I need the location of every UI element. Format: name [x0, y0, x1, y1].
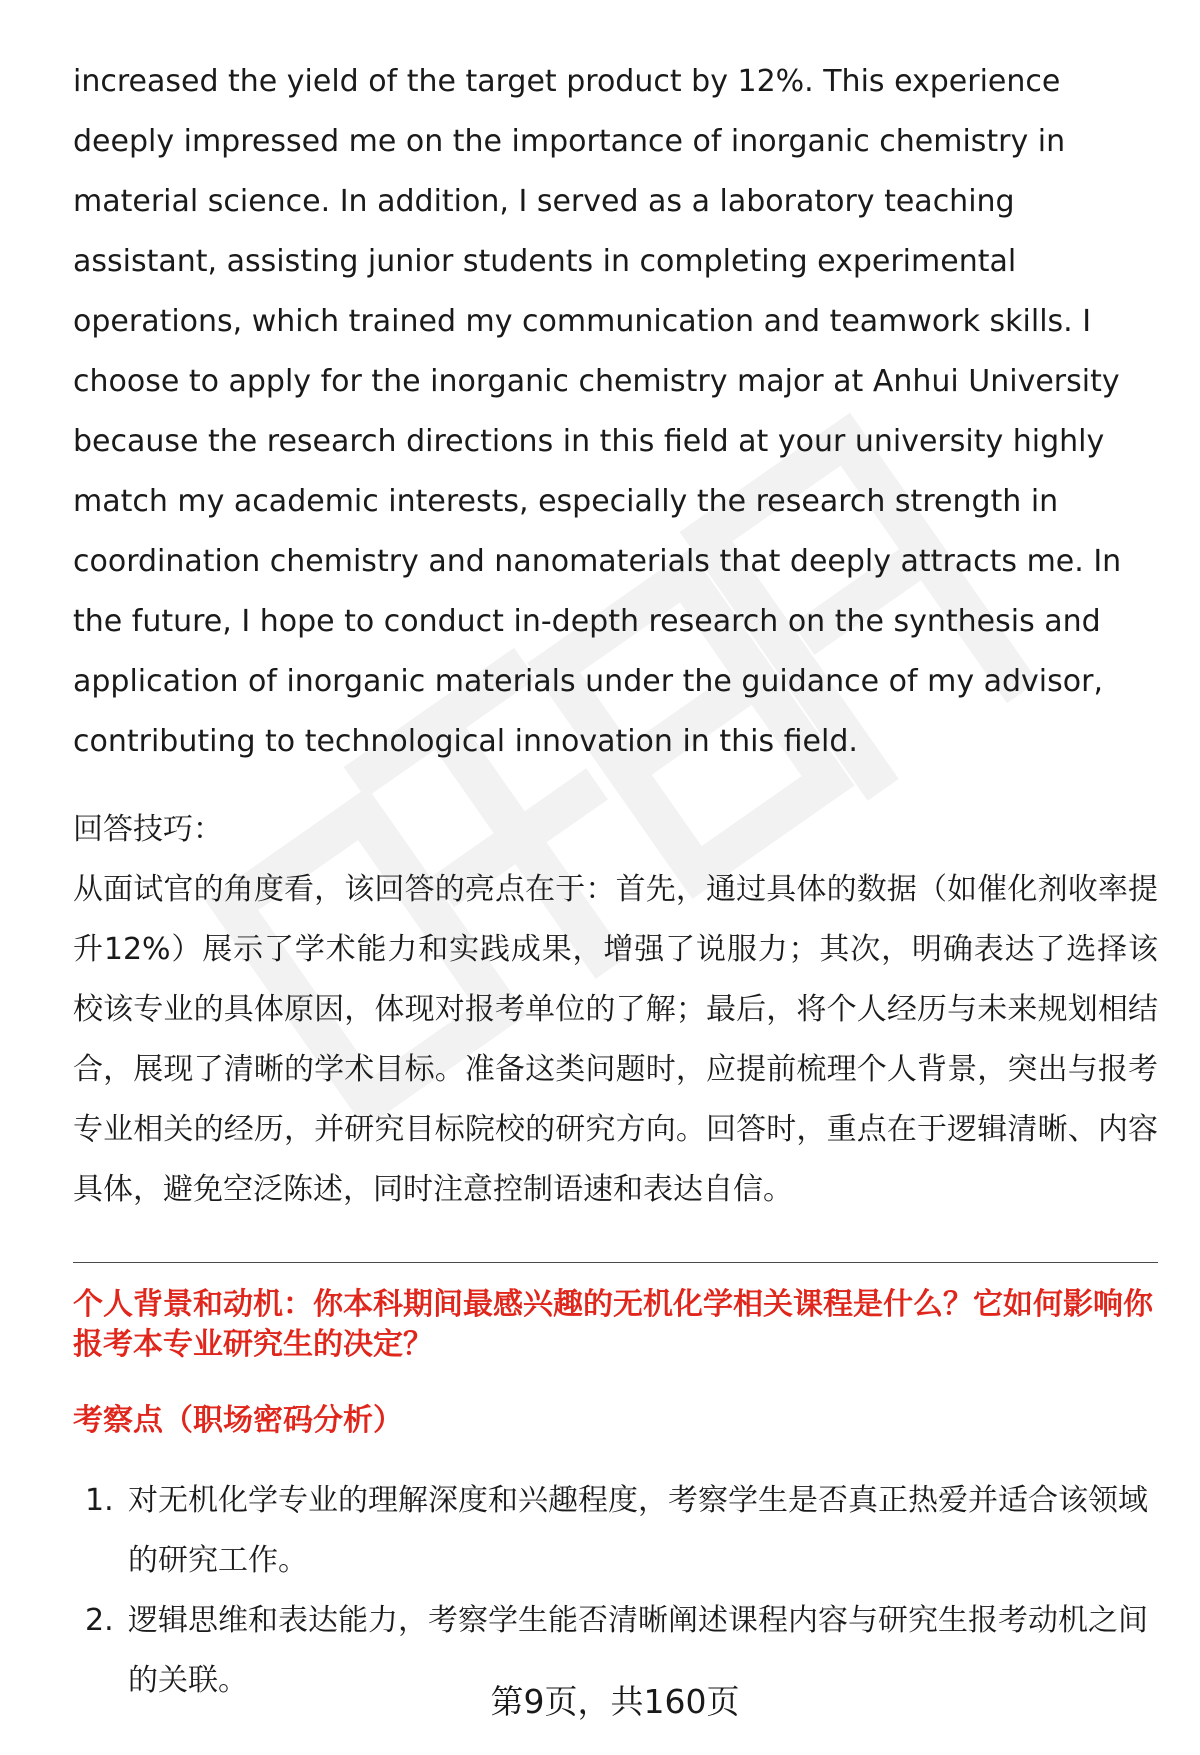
list-item-text: 对无机化学专业的理解深度和兴趣程度，考察学生是否真正热爱并适合该领域的研究工作。: [128, 1483, 1148, 1578]
assessment-points-heading: 考察点（职场密码分析）: [73, 1403, 403, 1438]
english-answer-paragraph: increased the yield of the target product by 12%. This experience deeply impressed me on the importance of inorganic chemistry in material science. In addition, I served as a laboratory teaching assistant, assisting junior students in completing experimental operations, which trained my communication and teamwork skills. I choose to apply for the inorganic chemistry major at Anhui University because the research directions in this field at your university highly match my academic interests, especially the research strength in coordination chemistry and nanomaterials that deeply attracts me. In the future, I hope to conduct in-depth research on the synthesis and application of inorganic materials under the guidance of my advisor, contributing to technological innovation in this field.: [73, 64, 1122, 759]
tips-body: 从面试官的角度看，该回答的亮点在于：首先，通过具体的数据（如催化剂收率提升12%）展示了学术能力和实践成果，增强了说服力；其次，明确表达了选择该校该专业的具体原因，体现对报考单位的了解；最后，将个人经历与未来规划相结合，展现了清晰的学术目标。准备这类问题时，应提前梳理个人背景，突出与报考专业相关的经历，并研究目标院校的研究方向。回答时，重点在于逻辑清晰、内容具体，避免空泛陈述，同时注意控制语速和表达自信。: [73, 872, 1158, 1207]
page-number-footer: 第9页，共160页: [490, 1682, 740, 1721]
list-item-text: 逻辑思维和表达能力，考察学生能否清晰阐述课程内容与研究生报考动机之间的关联。: [128, 1603, 1148, 1698]
tips-label: 回答技巧：: [73, 812, 223, 847]
list-item-number: 2.: [85, 1603, 114, 1638]
question-title: 个人背景和动机：你本科期间最感兴趣的无机化学相关课程是什么？它如何影响你报考本专业研究生的决定？: [73, 1287, 1153, 1362]
section-divider: [73, 1262, 1158, 1263]
list-item: [73, 1471, 1158, 1591]
assessment-points-list: [73, 1471, 1158, 1711]
list-item-number: 1.: [85, 1483, 114, 1518]
document-page: [73, 52, 1158, 1711]
